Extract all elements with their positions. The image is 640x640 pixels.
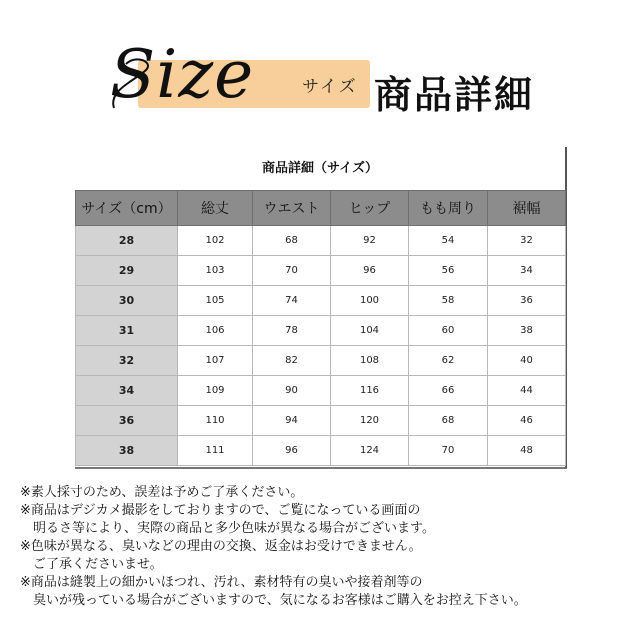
measure-cell: 34 <box>488 256 566 286</box>
table-row <box>76 436 566 466</box>
measure-cell: 96 <box>253 436 331 466</box>
measure-cell: 96 <box>331 256 409 286</box>
measure-cell: 107 <box>178 346 253 376</box>
col-header-length: 総丈 <box>178 191 253 226</box>
size-table <box>75 190 566 466</box>
measure-cell: 111 <box>178 436 253 466</box>
measure-cell: 48 <box>488 436 566 466</box>
table-row <box>76 406 566 436</box>
note-line: ※素人採寸のため、誤差は予めご了承ください。 <box>20 485 304 500</box>
measure-cell: 40 <box>488 346 566 376</box>
table-row <box>76 376 566 406</box>
size-cell: 31 <box>76 316 178 346</box>
size-table-container <box>75 147 567 469</box>
measure-cell: 46 <box>488 406 566 436</box>
note-line: ※商品はデジカメ撮影をしておりますので、ご覧になっている画面の <box>20 503 421 518</box>
size-cell: 36 <box>76 406 178 436</box>
note-line: ※商品は縫製上の細かいほつれ、汚れ、素材特有の臭いや接着剤等の <box>20 575 423 590</box>
size-cell: 38 <box>76 436 178 466</box>
measure-cell: 100 <box>331 286 409 316</box>
measure-cell: 102 <box>178 226 253 256</box>
measure-cell: 68 <box>253 226 331 256</box>
table-header-row <box>76 191 566 226</box>
measure-cell: 62 <box>409 346 488 376</box>
measure-cell: 38 <box>488 316 566 346</box>
page-title: 商品詳細 <box>374 72 535 117</box>
measure-cell: 105 <box>178 286 253 316</box>
size-cell: 32 <box>76 346 178 376</box>
measure-cell: 66 <box>409 376 488 406</box>
col-header-waist: ウエスト <box>253 191 331 226</box>
note-line: ※色味が異なる、臭いなどの理由の交換、返金はお受けできません。 <box>20 539 422 554</box>
size-word: Size <box>110 36 255 113</box>
measure-cell: 78 <box>253 316 331 346</box>
measure-cell: 108 <box>331 346 409 376</box>
measure-cell: 104 <box>331 316 409 346</box>
note-line: ご了承くださいませ。 <box>33 557 163 572</box>
measure-cell: 60 <box>409 316 488 346</box>
measure-cell: 106 <box>178 316 253 346</box>
col-header-hip: ヒップ <box>331 191 409 226</box>
measure-cell: 58 <box>409 286 488 316</box>
measure-cell: 70 <box>409 436 488 466</box>
col-header-size: サイズ（cm） <box>76 191 178 226</box>
measure-cell: 92 <box>331 226 409 256</box>
measure-cell: 56 <box>409 256 488 286</box>
measure-cell: 103 <box>178 256 253 286</box>
col-header-hem: 裾幅 <box>488 191 566 226</box>
measure-cell: 54 <box>409 226 488 256</box>
table-row <box>76 316 566 346</box>
measure-cell: 110 <box>178 406 253 436</box>
table-row <box>76 256 566 286</box>
measure-cell: 44 <box>488 376 566 406</box>
notes-block <box>20 484 630 610</box>
size-cell: 30 <box>76 286 178 316</box>
table-body <box>76 226 566 466</box>
size-cell: 28 <box>76 226 178 256</box>
measure-cell: 36 <box>488 286 566 316</box>
measure-cell: 74 <box>253 286 331 316</box>
measure-cell: 90 <box>253 376 331 406</box>
measure-cell: 109 <box>178 376 253 406</box>
size-kana: サイズ <box>302 77 358 97</box>
size-cell: 34 <box>76 376 178 406</box>
measure-cell: 70 <box>253 256 331 286</box>
measure-cell: 116 <box>331 376 409 406</box>
table-row <box>76 226 566 256</box>
size-cell: 29 <box>76 256 178 286</box>
measure-cell: 120 <box>331 406 409 436</box>
table-row <box>76 346 566 376</box>
table-caption: 商品詳細（サイズ） <box>262 161 378 176</box>
note-line: 臭いが残っている場合がございますので、気になるお客様はご購入をお控え下さい。 <box>33 593 527 608</box>
header-banner <box>0 0 640 140</box>
measure-cell: 32 <box>488 226 566 256</box>
measure-cell: 68 <box>409 406 488 436</box>
measure-cell: 82 <box>253 346 331 376</box>
note-line: 明るさ等により、実際の商品と多少色味が異なる場合がございます。 <box>33 521 435 536</box>
col-header-thigh: もも周り <box>409 191 488 226</box>
table-row <box>76 286 566 316</box>
measure-cell: 124 <box>331 436 409 466</box>
measure-cell: 94 <box>253 406 331 436</box>
